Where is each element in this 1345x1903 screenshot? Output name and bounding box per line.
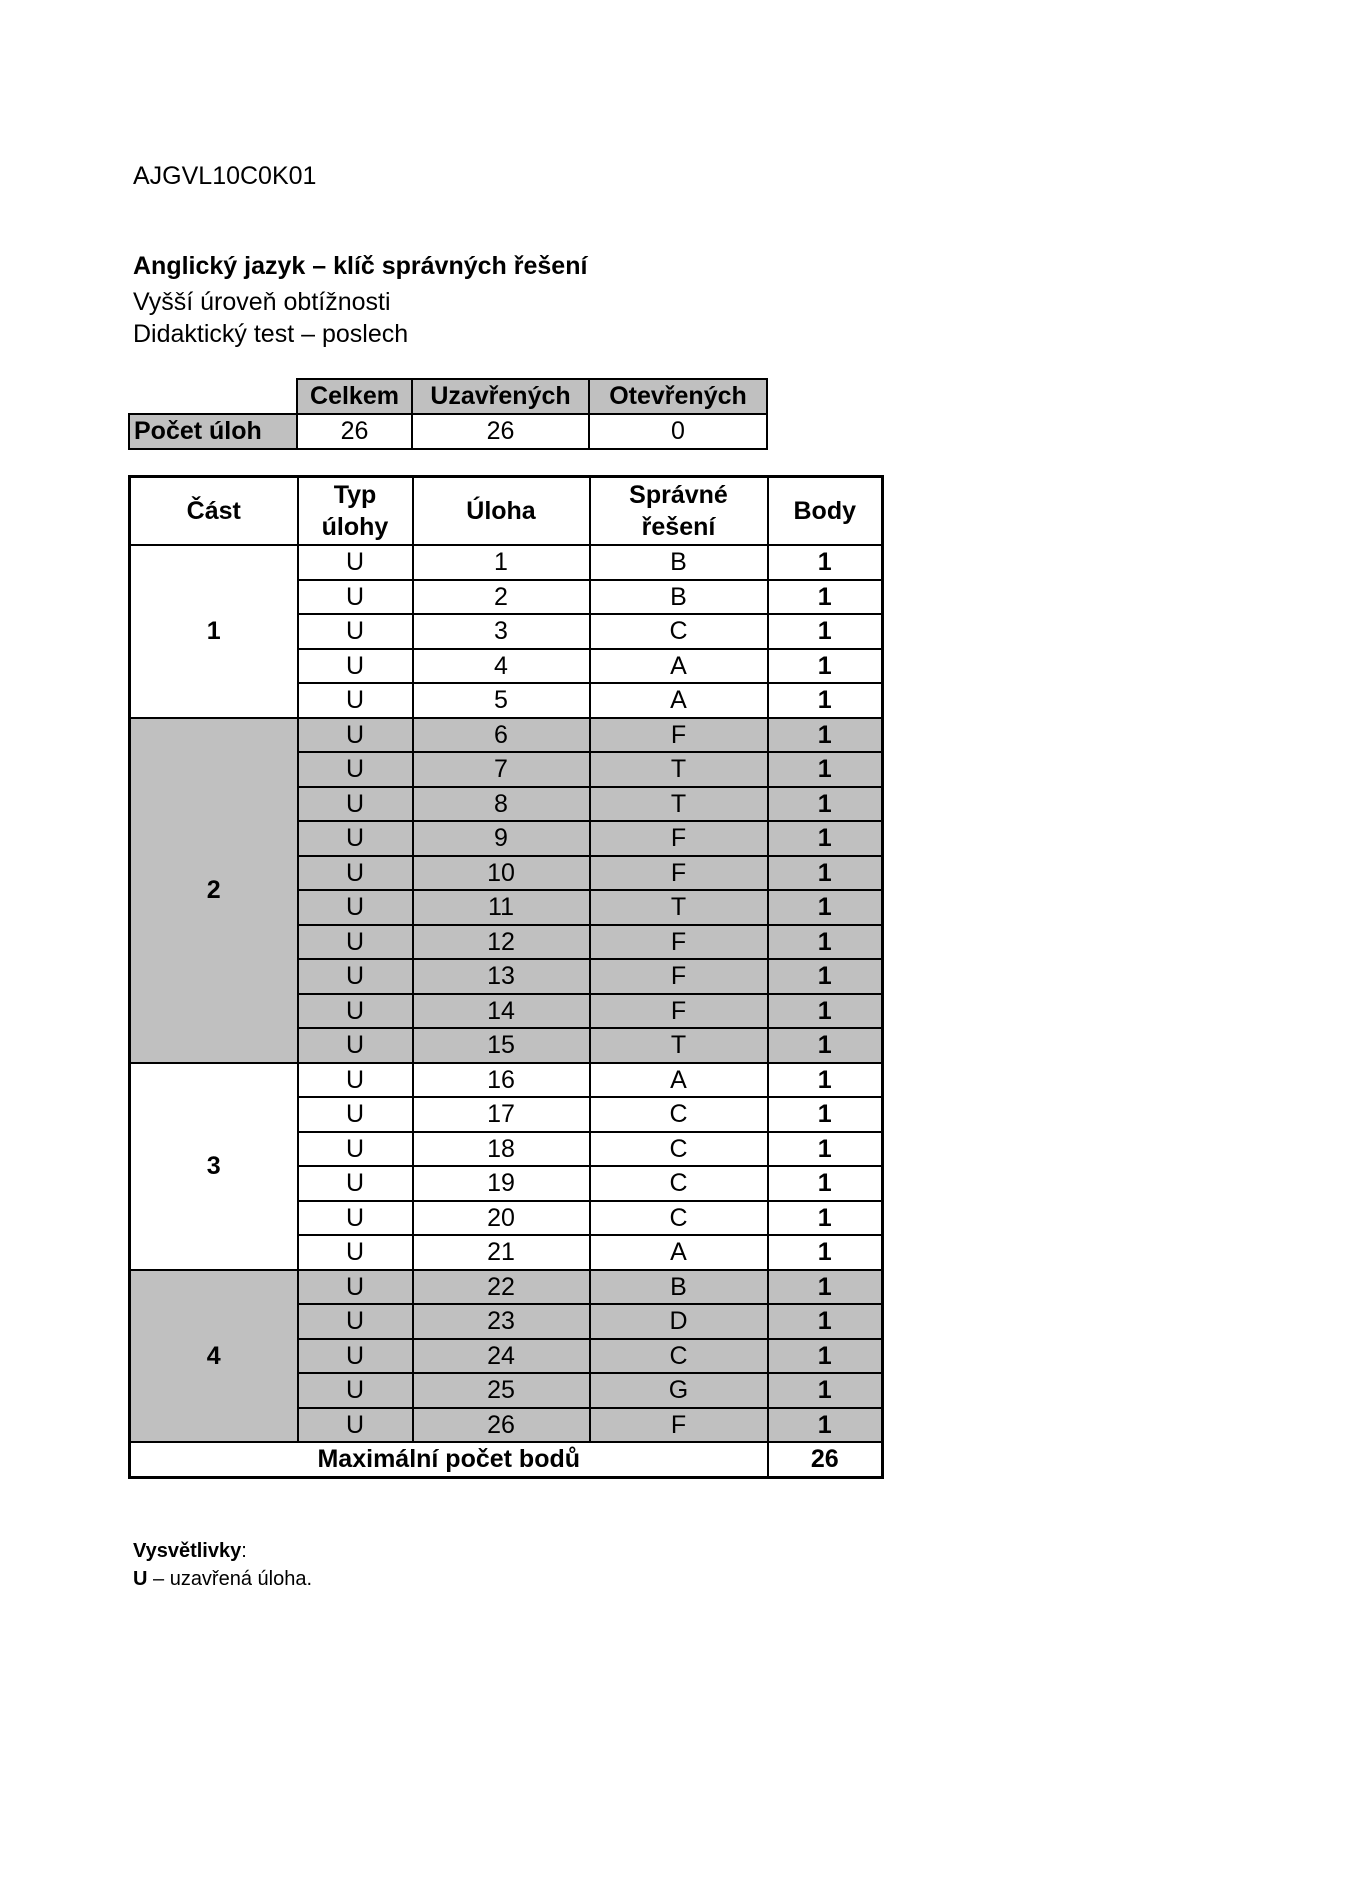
total-row xyxy=(130,1442,883,1477)
answer-cell: C xyxy=(590,1339,768,1374)
points-cell: 1 xyxy=(768,1235,883,1270)
task-type-cell: U xyxy=(298,718,413,753)
task-number-cell: 21 xyxy=(413,1235,590,1270)
answer-cell: C xyxy=(590,614,768,649)
summary-total-value: 26 xyxy=(297,414,412,449)
points-cell: 1 xyxy=(768,1097,883,1132)
task-number-cell: 24 xyxy=(413,1339,590,1374)
task-type-cell: U xyxy=(298,580,413,615)
summary-header-row xyxy=(129,379,767,414)
total-value: 26 xyxy=(768,1442,883,1477)
task-type-cell: U xyxy=(298,1201,413,1236)
answer-cell: C xyxy=(590,1166,768,1201)
task-type-cell: U xyxy=(298,1028,413,1063)
summary-table xyxy=(128,378,768,450)
table-row xyxy=(130,1063,883,1098)
points-cell: 1 xyxy=(768,856,883,891)
answer-cell: C xyxy=(590,1132,768,1167)
legend-abbr: U xyxy=(133,1568,148,1590)
test-type: Didaktický test – poslech xyxy=(133,320,409,348)
task-type-cell: U xyxy=(298,1166,413,1201)
answer-cell: T xyxy=(590,787,768,822)
task-number-cell: 17 xyxy=(413,1097,590,1132)
answer-cell: F xyxy=(590,994,768,1029)
answer-cell: D xyxy=(590,1304,768,1339)
points-cell: 1 xyxy=(768,1408,883,1443)
summary-closed-value: 26 xyxy=(412,414,589,449)
task-number-cell: 10 xyxy=(413,856,590,891)
points-cell: 1 xyxy=(768,1063,883,1098)
answer-cell: F xyxy=(590,1408,768,1443)
answer-cell: B xyxy=(590,545,768,580)
header-answer xyxy=(590,477,768,546)
task-type-cell: U xyxy=(298,1304,413,1339)
header-points: Body xyxy=(768,477,883,546)
task-number-cell: 2 xyxy=(413,580,590,615)
task-number-cell: 9 xyxy=(413,821,590,856)
points-cell: 1 xyxy=(768,925,883,960)
points-cell: 1 xyxy=(768,1132,883,1167)
table-row xyxy=(130,545,883,580)
total-label: Maximální počet bodů xyxy=(130,1442,768,1477)
part-label: 1 xyxy=(130,545,298,718)
points-cell: 1 xyxy=(768,683,883,718)
answer-cell: T xyxy=(590,890,768,925)
task-number-cell: 19 xyxy=(413,1166,590,1201)
points-cell: 1 xyxy=(768,614,883,649)
points-cell: 1 xyxy=(768,1028,883,1063)
answer-cell: F xyxy=(590,959,768,994)
task-type-cell: U xyxy=(298,787,413,822)
part-label: 4 xyxy=(130,1270,298,1443)
points-cell: 1 xyxy=(768,1373,883,1408)
task-type-cell: U xyxy=(298,752,413,787)
points-cell: 1 xyxy=(768,1270,883,1305)
answer-key-body xyxy=(130,545,883,1442)
task-number-cell: 23 xyxy=(413,1304,590,1339)
points-cell: 1 xyxy=(768,1166,883,1201)
task-type-cell: U xyxy=(298,890,413,925)
task-type-cell: U xyxy=(298,925,413,960)
task-number-cell: 5 xyxy=(413,683,590,718)
summary-header-open: Otevřených xyxy=(589,379,767,414)
points-cell: 1 xyxy=(768,959,883,994)
answer-cell: F xyxy=(590,718,768,753)
summary-row-label: Počet úloh xyxy=(129,414,297,449)
part-label: 2 xyxy=(130,718,298,1063)
answer-cell: A xyxy=(590,649,768,684)
document-code: AJGVL10C0K01 xyxy=(133,162,317,190)
points-cell: 1 xyxy=(768,890,883,925)
task-number-cell: 4 xyxy=(413,649,590,684)
header-task: Úloha xyxy=(413,477,590,546)
points-cell: 1 xyxy=(768,718,883,753)
task-type-cell: U xyxy=(298,1097,413,1132)
answer-cell: A xyxy=(590,683,768,718)
legend-description: – uzavřená úloha. xyxy=(147,1568,313,1590)
answer-cell: G xyxy=(590,1373,768,1408)
points-cell: 1 xyxy=(768,752,883,787)
task-number-cell: 15 xyxy=(413,1028,590,1063)
answer-cell: F xyxy=(590,856,768,891)
task-number-cell: 26 xyxy=(413,1408,590,1443)
points-cell: 1 xyxy=(768,994,883,1029)
legend-entry xyxy=(133,1568,312,1591)
answer-cell: T xyxy=(590,752,768,787)
task-type-cell: U xyxy=(298,683,413,718)
summary-value-row xyxy=(129,414,767,449)
task-number-cell: 6 xyxy=(413,718,590,753)
task-type-cell: U xyxy=(298,959,413,994)
task-number-cell: 13 xyxy=(413,959,590,994)
task-type-cell: U xyxy=(298,1339,413,1374)
task-type-cell: U xyxy=(298,1063,413,1098)
task-number-cell: 22 xyxy=(413,1270,590,1305)
task-number-cell: 12 xyxy=(413,925,590,960)
points-cell: 1 xyxy=(768,545,883,580)
task-number-cell: 20 xyxy=(413,1201,590,1236)
task-type-cell: U xyxy=(298,821,413,856)
table-row xyxy=(130,718,883,753)
task-number-cell: 25 xyxy=(413,1373,590,1408)
legend-heading-text: Vysvětlivky xyxy=(133,1540,242,1562)
summary-open-value: 0 xyxy=(589,414,767,449)
answer-cell: B xyxy=(590,580,768,615)
summary-header-closed: Uzavřených xyxy=(412,379,589,414)
points-cell: 1 xyxy=(768,1339,883,1374)
header-task-type-line1: Typ xyxy=(333,481,377,509)
answer-cell: B xyxy=(590,1270,768,1305)
answer-cell: C xyxy=(590,1097,768,1132)
answer-cell: F xyxy=(590,925,768,960)
points-cell: 1 xyxy=(768,649,883,684)
document-title: Anglický jazyk – klíč správných řešení xyxy=(133,252,588,280)
task-type-cell: U xyxy=(298,994,413,1029)
task-type-cell: U xyxy=(298,1270,413,1305)
answer-cell: A xyxy=(590,1235,768,1270)
points-cell: 1 xyxy=(768,580,883,615)
task-type-cell: U xyxy=(298,1132,413,1167)
task-type-cell: U xyxy=(298,649,413,684)
points-cell: 1 xyxy=(768,1304,883,1339)
legend-heading xyxy=(133,1540,247,1563)
task-type-cell: U xyxy=(298,614,413,649)
task-number-cell: 3 xyxy=(413,614,590,649)
task-number-cell: 8 xyxy=(413,787,590,822)
task-type-cell: U xyxy=(298,1373,413,1408)
points-cell: 1 xyxy=(768,1201,883,1236)
task-number-cell: 1 xyxy=(413,545,590,580)
task-type-cell: U xyxy=(298,1408,413,1443)
answer-key-table xyxy=(128,475,884,1479)
answer-cell: A xyxy=(590,1063,768,1098)
task-type-cell: U xyxy=(298,1235,413,1270)
table-row xyxy=(130,1270,883,1305)
answer-cell: C xyxy=(590,1201,768,1236)
header-answer-line2: řešení xyxy=(641,513,716,541)
answer-cell: F xyxy=(590,821,768,856)
header-answer-line1: Správné xyxy=(629,481,728,509)
points-cell: 1 xyxy=(768,821,883,856)
legend-heading-colon: : xyxy=(241,1540,247,1562)
part-label: 3 xyxy=(130,1063,298,1270)
task-type-cell: U xyxy=(298,856,413,891)
task-type-cell: U xyxy=(298,545,413,580)
task-number-cell: 7 xyxy=(413,752,590,787)
task-number-cell: 14 xyxy=(413,994,590,1029)
summary-empty-cell xyxy=(129,379,297,414)
answer-key-header-row xyxy=(130,477,883,546)
answer-cell: T xyxy=(590,1028,768,1063)
summary-header-total: Celkem xyxy=(297,379,412,414)
points-cell: 1 xyxy=(768,787,883,822)
header-task-type-line2: úlohy xyxy=(321,513,389,541)
header-task-type xyxy=(298,477,413,546)
task-number-cell: 16 xyxy=(413,1063,590,1098)
task-number-cell: 18 xyxy=(413,1132,590,1167)
header-part: Část xyxy=(130,477,298,546)
task-number-cell: 11 xyxy=(413,890,590,925)
difficulty-level: Vyšší úroveň obtížnosti xyxy=(133,288,391,316)
